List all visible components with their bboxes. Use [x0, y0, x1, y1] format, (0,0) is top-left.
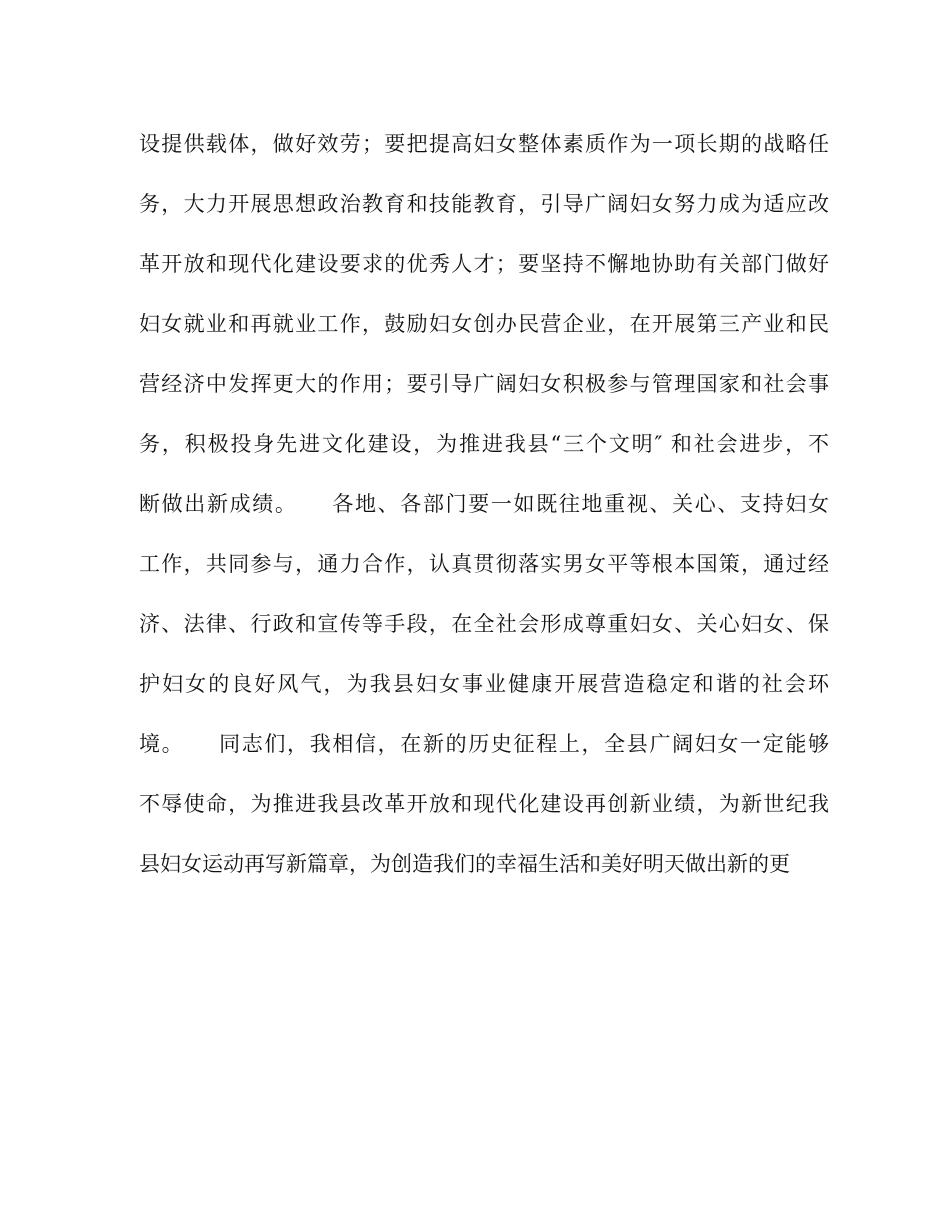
text-line-7: 断做出新成绩。 各地、各部门要一如既往地重视、关心、支持妇女	[139, 492, 829, 516]
text-line-3: 革开放和现代化建设要求的优秀人才；要坚持不懈地协助有关部门做好	[139, 252, 829, 276]
text-line-4: 妇女就业和再就业工作，鼓励妇女创办民营企业，在开展第三产业和民	[139, 312, 829, 336]
text-line-6: 务，积极投身先进文化建设，为推进我县“三个文明″ 和社会进步，不	[139, 432, 829, 456]
text-line-1: 设提供载体，做好效劳；要把提高妇女整体素质作为一项长期的战略任	[139, 132, 829, 156]
text-line-8: 工作，共同参与，通力合作，认真贯彻落实男女平等根本国策，通过经	[139, 552, 829, 576]
text-line-10: 护妇女的良好风气，为我县妇女事业健康开展营造稳定和谐的社会环	[139, 672, 829, 696]
body-text	[139, 124, 829, 904]
text-line-9: 济、法律、行政和宣传等手段，在全社会形成尊重妇女、关心妇女、保	[139, 612, 829, 636]
text-line-11: 境。 同志们，我相信，在新的历史征程上，全县广阔妇女一定能够	[139, 732, 829, 756]
text-line-12: 不辱使命，为推进我县改革开放和现代化建设再创新业绩，为新世纪我	[139, 792, 829, 816]
text-line-2: 务，大力开展思想政治教育和技能教育，引导广阔妇女努力成为适应改	[139, 192, 829, 216]
text-line-13: 县妇女运动再写新篇章，为创造我们的幸福生活和美好明天做出新的更	[139, 852, 790, 876]
text-line-5: 营经济中发挥更大的作用；要引导广阔妇女积极参与管理国家和社会事	[139, 372, 829, 396]
